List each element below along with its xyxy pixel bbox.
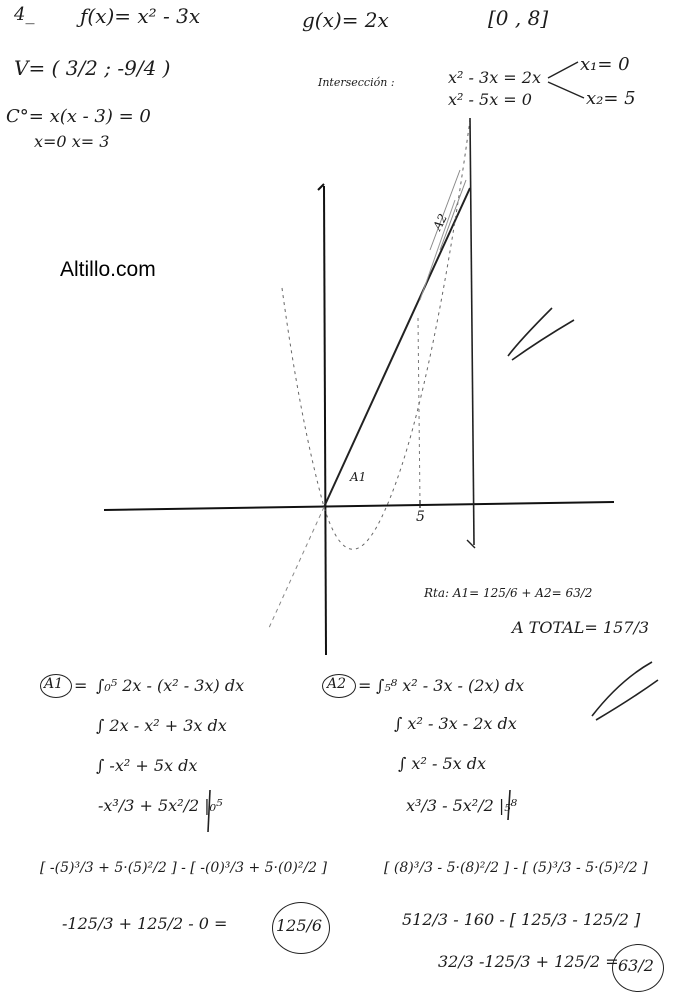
a1-line3: ∫ -x² + 5x dx [96,756,198,775]
graph-region-a1: A1 [350,470,367,484]
a2-line6: 512/3 - 160 - [ 125/3 - 125/2 ] [402,910,641,929]
intersection-eq2: x² - 5x = 0 [448,90,532,109]
checkmark-graph [508,308,574,360]
a1-line2: ∫ 2x - x² + 3x dx [96,716,227,735]
a2-line5: [ (8)³/3 - 5·(8)²/2 ] - [ (5)³/3 - 5·(5)²/2 ] [384,860,648,876]
line-x8 [470,118,474,545]
graph-region-a2: A2 [430,211,451,233]
a2-line3: ∫ x² - 5x dx [398,754,486,773]
watermark: Altillo.com [60,258,156,281]
interval: [0 , 8] [488,6,549,30]
y-axis [324,186,326,655]
a2-line1: ∫₅⁸ x² - 3x - (2x) dx [376,676,525,695]
a2-result: 63/2 [618,956,654,975]
a1-label: A1 [44,676,64,692]
arrow-to-x1 [548,62,578,78]
intersection-eq1: x² - 3x = 2x [448,68,541,87]
a1-result: 125/6 [276,916,323,935]
a2-line2: ∫ x² - 3x - 2x dx [394,714,517,733]
checkmark-a2 [592,662,658,720]
line-x5 [418,318,420,505]
answer-total: A TOTAL= 157/3 [512,618,650,637]
a2-line4: x³/3 - 5x²/2 |₅⁸ [406,796,518,815]
a1-line1: ∫₀⁵ 2x - (x² - 3x) dx [96,676,245,695]
line-g [324,188,470,507]
answer-rta: Rta: A1= 125/6 + A2= 63/2 [424,586,593,600]
intersection-x2: x₂= 5 [586,88,636,109]
a2-line7: 32/3 -125/3 + 125/2 = [438,952,619,971]
roots-equation: C°= x(x - 3) = 0 [6,106,151,127]
intersection-label: Intersección : [318,76,395,89]
parabola-f [282,120,470,549]
a2-label: A2 [327,676,347,692]
arrow-to-x2 [548,82,584,98]
problem-number: 4_ [14,4,35,25]
vertex: V= ( 3/2 ; -9/4 ) [14,56,171,80]
function-f-definition: ƒ(x)= x² - 3x [80,4,201,28]
a1-line4: -x³/3 + 5x²/2 |₀⁵ [98,796,223,815]
a1-line6: -125/3 + 125/2 - 0 = [62,914,228,933]
x-axis [104,502,614,510]
function-g-definition: g(x)= 2x [302,8,389,32]
a1-line5: [ -(5)³/3 + 5·(5)²/2 ] - [ -(0)³/3 + 5·(0)²/2 ] [40,860,327,876]
intersection-x1: x₁= 0 [580,54,630,75]
roots-solutions: x=0 x= 3 [34,132,110,151]
graph-tick-5: 5 [416,509,425,525]
